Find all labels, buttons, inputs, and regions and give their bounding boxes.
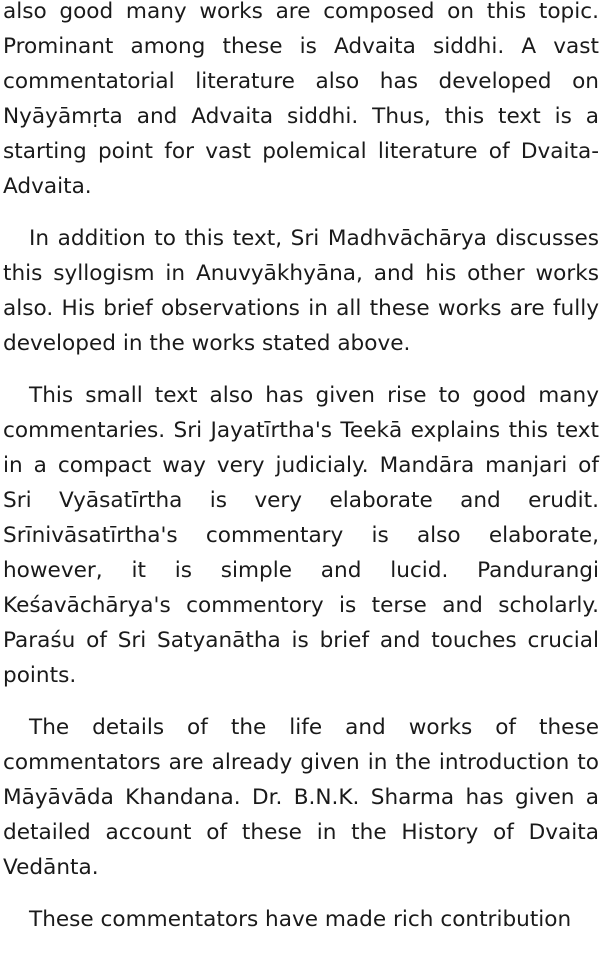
- paragraph-anuvyakhyana: In addition to this text, Sri Madhvāchārya discusses this syllogism in Anuvyākhyāna, and his other works also. His brief observations in all these works are fully developed in the works stated above.: [3, 226, 599, 356]
- paragraph-commentators-details: The details of the life and works of these commentators are already given in the introduction to Māyāvāda Khandana. Dr. B.N.K. Sharma has given a detailed account of these in the History of Dvaita Vedānta.: [3, 715, 599, 880]
- paragraph-commentaries: This small text also has given rise to good many commentaries. Sri Jayatīrtha's Teekā explains this text in a compact way very judicialy. Mandāra manjari of Sri Vyāsatīrtha is very elaborate and erudit. Srīnivāsatīrtha's commentary is also elaborate, however, it is simple and lucid. Pandurangi Keśavāchārya's commentory is terse and scholarly. Paraśu of Sri Satyanātha is brief and touches crucial points.: [3, 383, 599, 688]
- paragraph-advaita-siddhi: also good many works are composed on this topic. Prominant among these is Advaita siddhi. A vast commentatorial literature also has developed on Nyāyāmṛta and Advaita siddhi. Thus, this text is a starting point for vast polemical literature of Dvaita-Advaita.: [3, 0, 599, 199]
- document-page: [3, 0, 599, 954]
- paragraph-rich-contribution: These commentators have made rich contribution: [29, 907, 572, 932]
